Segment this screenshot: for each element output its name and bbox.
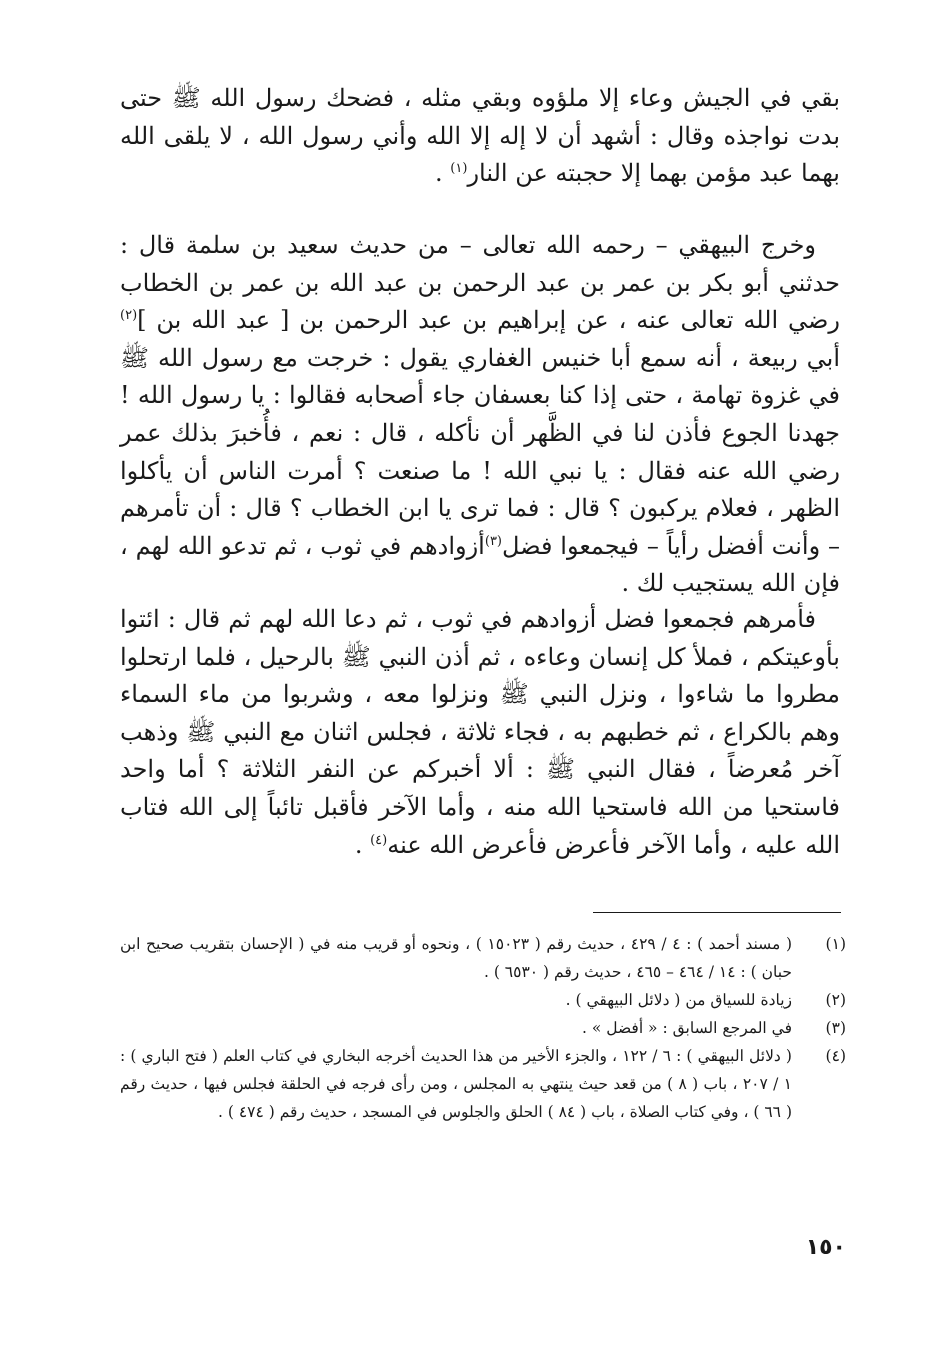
footnote-2-number: (٢) [825,991,846,1009]
paragraph-3-text: فأمرهم فجمعوا فضل أزوادهم في ثوب ، ثم دعا الله لهم ثم قال : ائتوا بأوعيتكم ، فملأ كل إنسان وعاءه ، ثم أذن النبي ﷺ بالرحيل ، فلما ارتحلوا مطروا ما شاءوا ، ونزل النبي ﷺ ونزلوا معه ، وشربوا من ماء السماء وهم بالكراع ، ثم خطبهم به ، فجاء ثلاثة ، فجلس اثنان مع النبي ﷺ وذهب آخر مُعرضاً ، فقال النبي ﷺ : ألا أخبركم عن النفر الثلاثة ؟ أما واحد فاستحيا من الله فاستحيا الله منه ، وأما الآخر فأقبل تائباً إلى الله فتاب الله عليه ، وأما الآخر فأعرض فأعرض الله عنه [120,605,840,859]
footnote-ref-3: (٣) [484,533,502,549]
paragraph-2-text: وخرج البيهقي – رحمه الله تعالى – من حديث سعيد بن سلمة قال : حدثني أبو بكر بن عمر بن عبد الرحمن بن عبد الله بن عمر بن الخطاب رضي الله تعالى عنه ، عن إبراهيم بن عبد الرحمن بن [ عبد الله بن ] [120,231,840,335]
body-paragraph-3 [120,601,840,864]
footnote-1-text: ( مسند أحمد ) : ٤ / ٤٢٩ ، حديث رقم ( ١٥٠٢٣ ) ، ونحوه أو قريب منه في ( الإحسان بتقريب صحيح ابن حبان ) : ١٤ / ٤٦٤ – ٤٦٥ ، حديث رقم ( ٦٥٣٠ ) . [120,935,792,981]
paragraph-3-tail: . [354,830,371,859]
footnote-3-text: في المرجع السابق : « أفضل » . [581,1019,792,1037]
footnote-2 [120,986,846,1014]
paragraph-2-tail: أبي ربيعة ، أنه سمع أبا خنيس الغفاري يقول : خرجت مع رسول الله ﷺ في غزوة تهامة ، حتى إذا كنا بعسفان جاء أصحابه فقالوا : يا رسول الله ! جهدنا الجوع فأذن لنا في الظَّهر أن نأكله ، قال : نعم ، فأُخبرَ بذلك عمر رضي الله عنه فقال : يا نبي الله ! ما صنعت ؟ أمرت الناس أن يأكلوا الظهر ، فعلام يركبون ؟ قال : فما ترى يا ابن الخطاب ؟ قال : أن تأمرهم – وأنت أفضل رأياً – فيجمعوا فضل [120,343,841,560]
footnote-ref-4: (٤) [370,832,388,848]
footnote-3-number: (٣) [825,1019,846,1037]
body-paragraph-2 [120,227,840,603]
paragraph-1-text: بقي في الجيش وعاء إلا ملؤوه وبقي مثله ، فضحك رسول الله ﷺ حتى بدت نواجذه وقال : أشهد أن لا إله إلا الله وأني رسول الله ، لا يلقى الله بهما عبد مؤمن بهما إلا حجبته عن النار [120,84,840,188]
page-number: ١٥٠ [805,1235,846,1260]
footnote-4 [120,1042,846,1126]
body-paragraph-1 [120,80,840,193]
footnote-ref-1: (١) [450,161,468,177]
footnote-1-number: (١) [825,935,846,953]
footnote-4-text: ( دلائل البيهقي ) : ٦ / ١٢٢ ، والجزء الأخير من هذا الحديث أخرجه البخاري في كتاب العلم ( فتح الباري ) : ١ / ٢٠٧ ، باب ( ٨ ) من قعد حيث ينتهي به المجلس ، ومن رأى فرجه في الحلقة فجلس فيها ، حديث رقم ( ٦٦ ) ، وفي كتاب الصلاة ، باب ( ٨٤ ) الحلق والجلوس في المسجد ، حديث رقم ( ٤٧٤ ) . [120,1047,792,1121]
footnote-3 [120,1014,846,1042]
footnote-separator [593,912,841,913]
paragraph-1-tail: . [435,159,451,188]
footnote-4-number: (٤) [825,1047,846,1065]
footnotes-list [120,930,846,1126]
footnote-1 [120,930,846,986]
paragraph-2-tail-2: أزوادهم في ثوب ، ثم تدعو الله لهم ، فإن الله يستجيب لك . [120,531,840,598]
footnote-ref-2: (٢) [120,308,138,324]
footnote-2-text: زيادة للسياق من ( دلائل البيهقي ) . [565,991,792,1009]
